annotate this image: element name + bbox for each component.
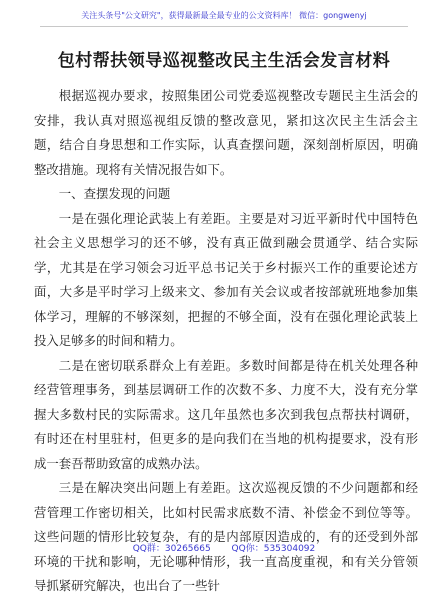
- section-heading: 一、查摆发现的问题: [58, 186, 171, 201]
- header-divider: [40, 26, 408, 27]
- document-title: 包村帮扶领导巡视整改民主生活会发言材料: [57, 51, 391, 71]
- paragraph-intro: 根据巡视办要求，按照集团公司党委巡视整改专题民主生活会的安排，我认真对照巡视组反馈的整改意见，紧扣这次民主生活会主题，结合自身思想和工作实际，认真查摆问题，深刻剖析原因，明确整改措施。现将有关情况报告如下。: [34, 88, 418, 177]
- paragraph-problems: 三是在解决突出问题上有差距。这次巡视反馈的不少问题都和经营管理工作密切相关，比如村民需求底数不清、补偿金不到位等等。这些问题的情形比较复杂，有的是内部原因造成的，有的还受到外部环境的干扰和影响，无论哪种情形，我一直高度重视，和有关分管领导抓紧研究解决，也出台了一些针: [34, 480, 418, 593]
- document-body: [34, 84, 418, 599]
- header-note: 关注头条号"公文研究"，获得最新最全最专业的公文资料库！ 微信：gongwenyj: [81, 11, 367, 20]
- footer-note: QQ群：30265665 QQ你：535304092: [132, 544, 316, 554]
- paragraph-theory: 一是在强化理论武装上有差距。主要是对习近平新时代中国特色社会主义思想学习的还不够，没有真正做到融会贯通学、结合实际学，尤其是在学习领会习近平总书记关于乡村振兴工作的重要论述方面，大多是平时学习上级来文、参加有关会议或者按部就班地参加集体学习，理解的不够深刻，把握的不够全面，没有在强化理论武装上投入足够多的时间和精力。: [34, 210, 418, 348]
- paragraph-masses: 二是在密切联系群众上有差距。多数时间都是待在机关处理各种经营管理事务，到基层调研工作的次数不多、力度不大，没有充分掌握大多数村民的实际需求。这几年虽然也多次到我包点帮扶村调研，有时还在村里驻村，但更多的是向我们在当地的机构提要求，没有形成一套吾帮助致富的成熟办法。: [34, 357, 418, 471]
